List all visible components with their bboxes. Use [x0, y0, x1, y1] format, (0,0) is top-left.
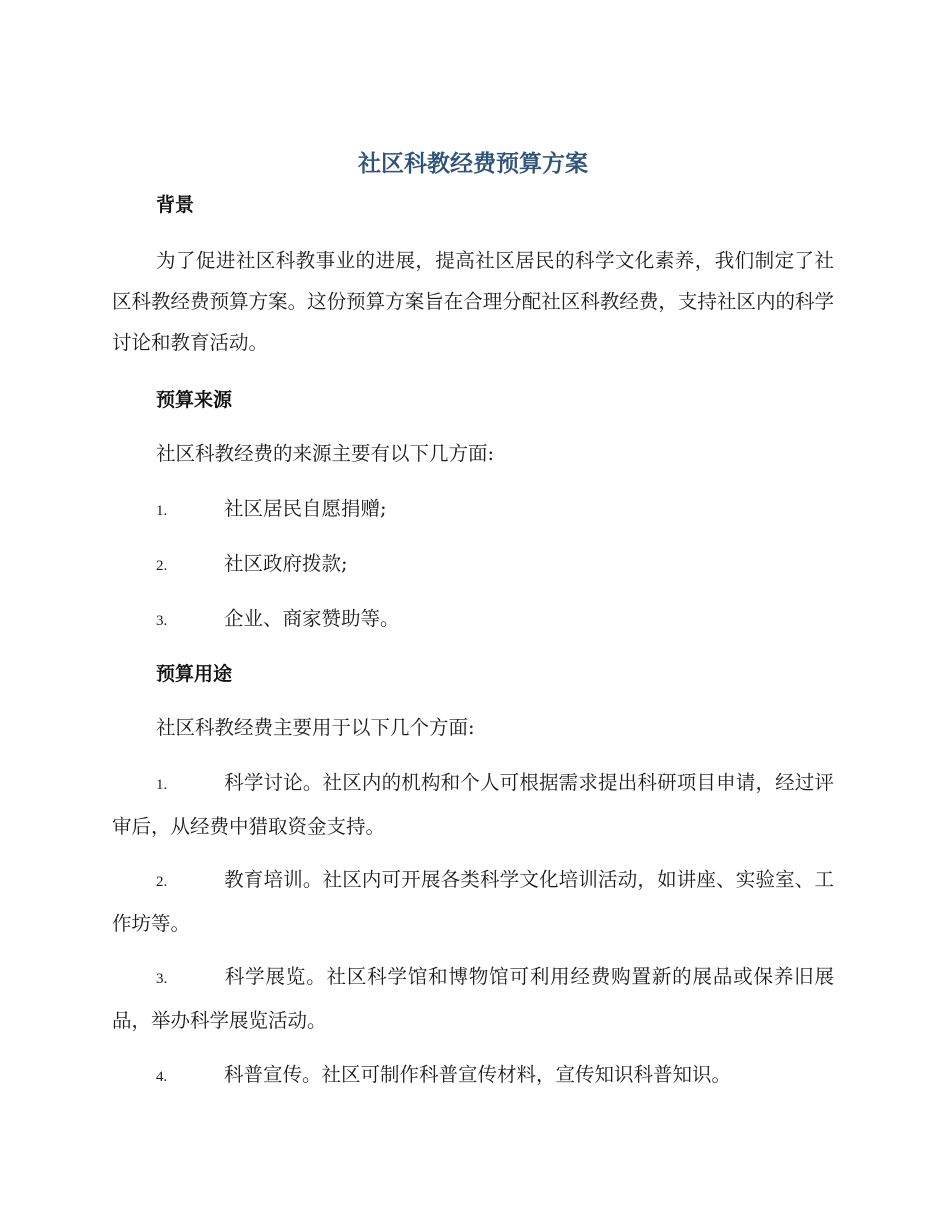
background-paragraph: 为了促进社区科教事业的进展，提高社区居民的科学文化素养，我们制定了社区科教经费预算方案。这份预算方案旨在合理分配社区科教经费，支持社区内的科学讨论和教育活动。	[112, 249, 834, 354]
list-item-text: 科普宣传。社区可制作科普宣传材料，宣传知识科普知识。	[224, 1063, 732, 1086]
document-title: 社区科教经费预算方案	[358, 151, 588, 177]
list-item-text: 科学讨论。社区内的机构和个人可根据需求提出科研项目申请，经过评审后，从经费中猎取资金支持。	[112, 771, 834, 838]
section-heading-sources: 预算来源	[156, 389, 233, 411]
list-item-text: 社区政府拨款;	[224, 552, 348, 575]
sources-intro: 社区科教经费的来源主要有以下几方面:	[156, 442, 495, 465]
uses-intro: 社区科教经费主要用于以下几个方面:	[156, 716, 475, 739]
list-item	[112, 598, 834, 642]
list-item-number: 4.	[156, 1069, 168, 1085]
list-item-number: 2.	[156, 874, 168, 890]
list-item-text: 科学展览。社区科学馆和博物馆可利用经费购置新的展品或保养旧展品，举办科学展览活动。	[112, 965, 834, 1032]
list-item-number: 3.	[156, 971, 168, 987]
list-item	[112, 859, 834, 944]
list-item-number: 2.	[156, 558, 168, 574]
list-item	[112, 1054, 834, 1098]
section-heading-uses: 预算用途	[156, 663, 233, 685]
list-item	[112, 762, 834, 847]
list-item-number: 3.	[156, 613, 168, 629]
list-item-number: 1.	[156, 503, 168, 519]
list-item-number: 1.	[156, 777, 168, 793]
list-item	[112, 956, 834, 1041]
list-item-text: 企业、商家赞助等。	[224, 607, 400, 630]
list-item	[112, 543, 834, 587]
list-item-text: 教育培训。社区内可开展各类科学文化培训活动，如讲座、实验室、工作坊等。	[112, 868, 834, 935]
list-item-text: 社区居民自愿捐赠;	[224, 497, 387, 520]
section-heading-background: 背景	[156, 194, 195, 216]
list-item	[112, 488, 834, 532]
